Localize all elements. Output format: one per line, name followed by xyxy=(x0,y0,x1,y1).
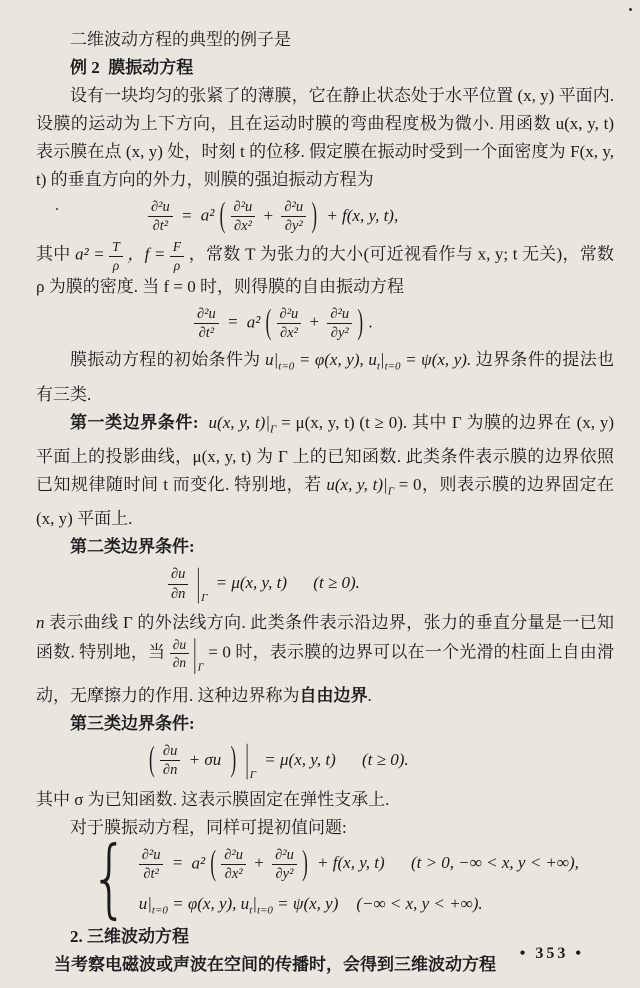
paragraph-3d-wave-intro: 当考察电磁波或声波在空间的传播时，会得到三维波动方程 xyxy=(54,955,496,975)
fraction-T-rho: $\frac{T}{\rho}$ xyxy=(109,239,123,272)
close-paren: ) xyxy=(230,739,237,779)
equals-sign: = xyxy=(171,853,184,873)
paragraph-sigma-explanation: 其中 σ 为已知函数. 这表示膜固定在弹性支承上. xyxy=(36,789,390,809)
close-paren: ) xyxy=(357,302,364,342)
intro-line xyxy=(36,26,614,54)
paragraph-setup xyxy=(36,82,614,194)
mu-function: = μ(x, y, t) xyxy=(264,749,336,769)
first-bc-label: 第一类边界条件: xyxy=(70,412,199,432)
equals-sign: = xyxy=(227,312,239,332)
example-label: 例 2 xyxy=(70,58,100,77)
equation-second-boundary-condition xyxy=(36,560,614,605)
period: . xyxy=(368,312,373,332)
fraction-d2u-dy2: $\frac{\text{∂²u}}{\text{∂y²}}$ xyxy=(272,847,297,882)
time-condition: (t ≥ 0). xyxy=(313,572,360,592)
close-paren: ) xyxy=(302,843,308,883)
coefficient-a2: a² xyxy=(246,312,261,332)
restriction-bar: | xyxy=(193,630,197,675)
fraction-d2u-dx2: $\frac{\text{∂²u}}{\text{∂x²}}$ xyxy=(277,306,302,341)
plus-sign: + xyxy=(309,312,320,332)
sigma-u-term: + σu xyxy=(188,749,222,769)
open-paren: ( xyxy=(210,843,216,883)
boundary-gamma-subscript: Γ xyxy=(201,592,208,605)
fraction-d2u-dy2: $\frac{\text{∂²u}}{\text{∂y²}}$ xyxy=(281,199,306,234)
forcing-term: + f(x, y, t) xyxy=(317,853,385,873)
mu-function: = μ(x, y, t) xyxy=(215,572,288,592)
section-number: 2. xyxy=(70,927,83,947)
fraction-du-dn: $\frac{\partial u}{\partial n}$ xyxy=(170,637,189,670)
close-paren: ) xyxy=(311,195,318,235)
equation-free-vibration xyxy=(36,302,614,342)
ivp-equation-line xyxy=(139,843,579,883)
free-boundary-term: 自由边界 xyxy=(299,685,368,705)
paragraph-ivp-intro: 对于膜振动方程，同样可提初值问题: xyxy=(70,817,347,837)
fraction-F-rho: $\frac{F}{\rho}$ xyxy=(170,239,184,272)
plus-sign: + xyxy=(263,205,274,225)
intro-text: 二维波动方程的典型的例子是 xyxy=(70,30,291,49)
fraction-d2u-dy2: $\frac{\text{∂²u}}{\text{∂y²}}$ xyxy=(327,306,352,341)
equation-forced-vibration xyxy=(36,195,614,235)
fraction-d2u-dt2: $\frac{\text{∂²u}}{\text{∂t²}}$ xyxy=(139,847,164,882)
domain-condition: (t > 0, −∞ < x, y < +∞), xyxy=(410,853,579,873)
restriction-bar: | xyxy=(245,736,249,781)
example-title: 膜振动方程 xyxy=(108,58,194,77)
open-paren: ( xyxy=(265,302,272,342)
boundary-gamma-subscript: Γ xyxy=(249,768,257,781)
third-bc-label: 第三类边界条件: xyxy=(70,713,195,733)
fraction-d2u-dx2: $\frac{\text{∂²u}}{\text{∂x²}}$ xyxy=(231,199,256,234)
example-heading xyxy=(36,54,614,82)
open-paren: ( xyxy=(149,739,155,779)
equals-sign: = xyxy=(181,205,193,225)
fraction-d2u-dt2: $\frac{\text{∂²u}}{\text{∂t²}}$ xyxy=(194,306,219,341)
fraction-du-dn: $\frac{\partial u}{\partial n}$ xyxy=(168,566,188,601)
section-title: 三维波动方程 xyxy=(87,927,189,947)
time-condition: (t ≥ 0). xyxy=(362,749,409,769)
fraction-du-dn: $\frac{\partial u}{\partial n}$ xyxy=(160,743,180,778)
initial-value-problem-system xyxy=(90,827,614,928)
open-paren: ( xyxy=(219,195,226,235)
ivp-initial-data-line: $u|_{t=0} = \varphi(x$, y), $u_t|_{t=0} = \psi(x$, y) (−∞ < x, y < +∞). xyxy=(138,894,483,917)
fraction-d2u-dt2: $\frac{\text{∂²u}}{\text{∂t²}}$ xyxy=(148,199,173,234)
plus-sign: + xyxy=(254,853,264,873)
scan-speck xyxy=(629,8,632,11)
paragraph-constants: 其中 a² = $\frac{T}{\rho}$ ，f = $\frac{F}{\rho}$ ，常数 T 为张力的大小(可近视看作与 x, y; t 无关)，常数 ρ 为膜的密度. 当 f = 0 时，则得膜的自由振动方程 xyxy=(36,239,615,296)
system-brace: { xyxy=(90,827,129,928)
equation-third-boundary-condition xyxy=(36,736,614,781)
paragraph-second-bc-explanation: n 表示曲线 Γ 的外法线方向. 此类条件表示沿边界，张力的垂直分量是一已知函数. 特别地，当 $\frac{\partial u}{\partial n}$ $|_\Gamma = 0$ 时，表示膜的边界可以在一个光滑的柱面上自由滑动，无摩擦力的作用. 这种边界称为自由边界. xyxy=(36,613,614,705)
coefficient-a2: a² xyxy=(191,853,206,873)
paragraph-first-boundary-condition: 第一类边界条件: u(x, y, $t)|_\Gamma = \mu(x$, y, t) (t ≥ 0). 其中 Γ 为膜的边界在 (x, y) 平面上的投影曲线，μ(x, y, t) 为 Γ 上的已知函数. 此类条件表示膜的边界依照已知规律随时间 t 而变化. 特别地，若 u(x, y, $t)|_\Gamma = 0$，则表示膜的边界固定在 (x, y) 平面上. xyxy=(36,412,614,529)
boundary-gamma-subscript: Γ xyxy=(197,661,204,674)
paragraph-setup-text: 设有一块均匀的张紧了的薄膜，它在静止状态处于水平位置 (x, y) 平面内. 设膜的运动为上下方向，且在运动时膜的弯曲程度极为微小. 用函数 u(x, y, t) 表示膜在点 (x, y) 处，时刻 t 的位移. 假定膜在振动时受到一个面密度为 F(x, y, t) 的垂直方向的外力，则膜的强迫振动方程为 xyxy=(36,86,614,189)
second-bc-label: 第二类边界条件: xyxy=(70,537,195,557)
domain-condition: (−∞ < x, y < +∞). xyxy=(356,894,483,914)
page-number: • 353 • xyxy=(519,945,584,962)
forcing-term: + f(x, y, t), xyxy=(326,205,399,225)
restriction-bar: | xyxy=(196,560,201,604)
paragraph-initial-conditions: 膜振动方程的初始条件为 $u|_{t=0} = \varphi(x$, y), $u_t|_{t=0} = \psi(x$, y). 边界条件的提法也有三类. xyxy=(36,350,615,404)
coefficient-a2: a² xyxy=(200,205,215,225)
scan-speck xyxy=(56,208,58,210)
fraction-d2u-dx2: $\frac{\text{∂²u}}{\text{∂x²}}$ xyxy=(221,847,246,882)
